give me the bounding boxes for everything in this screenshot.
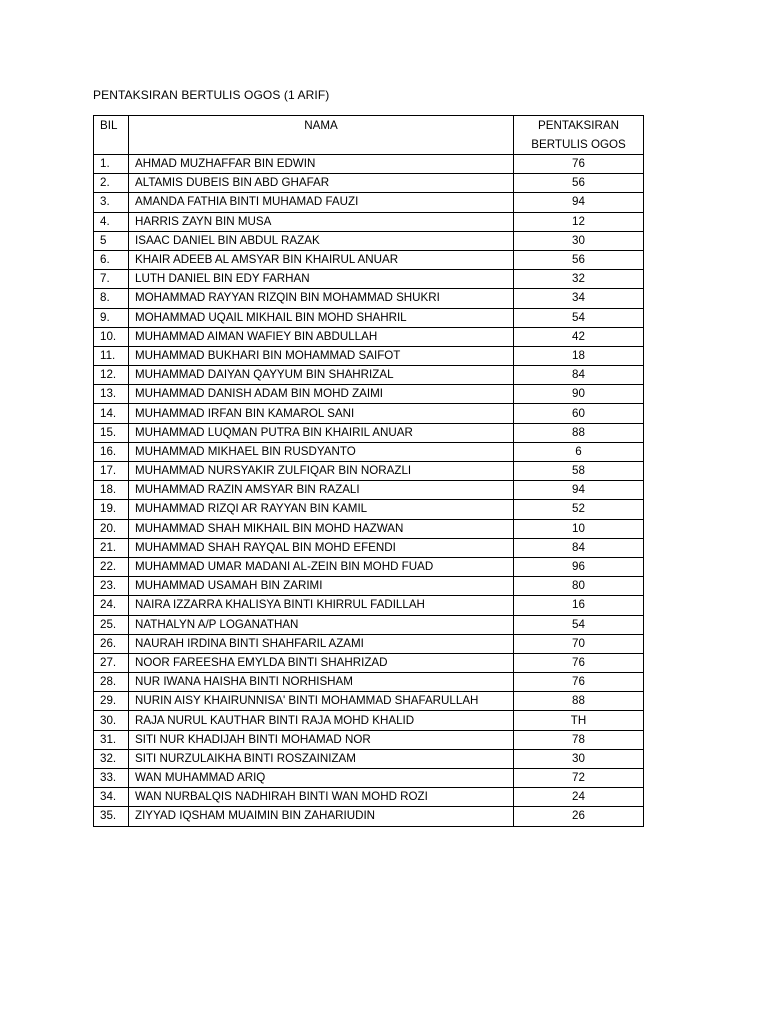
row-score: 88 (514, 423, 644, 442)
row-nama: MUHAMMAD SHAH RAYQAL BIN MOHD EFENDI (129, 538, 514, 557)
table-row (94, 807, 644, 826)
table-body (94, 155, 644, 827)
table-row (94, 538, 644, 557)
row-score: 54 (514, 308, 644, 327)
row-bil: 18. (94, 481, 129, 500)
row-bil: 8. (94, 289, 129, 308)
row-score: 52 (514, 500, 644, 519)
row-nama: MUHAMMAD IRFAN BIN KAMAROL SANI (129, 404, 514, 423)
row-bil: 2. (94, 174, 129, 193)
row-nama: RAJA NURUL KAUTHAR BINTI RAJA MOHD KHALID (129, 711, 514, 730)
row-bil: 21. (94, 538, 129, 557)
header-bil: BIL (94, 116, 129, 155)
row-nama: MUHAMMAD MIKHAEL BIN RUSDYANTO (129, 442, 514, 461)
header-score-line1: PENTAKSIRAN (538, 119, 619, 132)
table-row (94, 557, 644, 576)
row-score: 18 (514, 346, 644, 365)
row-score: 94 (514, 193, 644, 212)
row-nama: NAIRA IZZARRA KHALISYA BINTI KHIRRUL FADILLAH (129, 596, 514, 615)
row-score: TH (514, 711, 644, 730)
row-bil: 14. (94, 404, 129, 423)
row-score: 24 (514, 788, 644, 807)
row-score: 84 (514, 366, 644, 385)
row-score: 32 (514, 270, 644, 289)
row-bil: 16. (94, 442, 129, 461)
row-score: 56 (514, 250, 644, 269)
table-row (94, 289, 644, 308)
row-score: 60 (514, 404, 644, 423)
row-bil: 23. (94, 577, 129, 596)
table-row (94, 692, 644, 711)
row-nama: NURIN AISY KHAIRUNNISA' BINTI MOHAMMAD SHAFARULLAH (129, 692, 514, 711)
table-row (94, 653, 644, 672)
table-row (94, 231, 644, 250)
table-row (94, 366, 644, 385)
table-row (94, 462, 644, 481)
row-bil: 15. (94, 423, 129, 442)
row-nama: ZIYYAD IQSHAM MUAIMIN BIN ZAHARIUDIN (129, 807, 514, 826)
row-bil: 30. (94, 711, 129, 730)
row-score: 56 (514, 174, 644, 193)
row-score: 80 (514, 577, 644, 596)
row-nama: NATHALYN A/P LOGANATHAN (129, 615, 514, 634)
table-row (94, 174, 644, 193)
row-bil: 13. (94, 385, 129, 404)
table-row (94, 634, 644, 653)
row-bil: 25. (94, 615, 129, 634)
row-bil: 32. (94, 749, 129, 768)
row-bil: 22. (94, 557, 129, 576)
row-score: 76 (514, 673, 644, 692)
row-bil: 17. (94, 462, 129, 481)
table-row (94, 481, 644, 500)
row-nama: MUHAMMAD UMAR MADANI AL-ZEIN BIN MOHD FUAD (129, 557, 514, 576)
row-score: 72 (514, 769, 644, 788)
row-score: 78 (514, 730, 644, 749)
row-nama: MUHAMMAD RAZIN AMSYAR BIN RAZALI (129, 481, 514, 500)
table-row (94, 212, 644, 231)
row-score: 88 (514, 692, 644, 711)
row-nama: MOHAMMAD RAYYAN RIZQIN BIN MOHAMMAD SHUKRI (129, 289, 514, 308)
row-score: 76 (514, 155, 644, 174)
row-bil: 4. (94, 212, 129, 231)
row-nama: WAN NURBALQIS NADHIRAH BINTI WAN MOHD ROZI (129, 788, 514, 807)
row-nama: AHMAD MUZHAFFAR BIN EDWIN (129, 155, 514, 174)
table-row (94, 327, 644, 346)
row-bil: 31. (94, 730, 129, 749)
row-score: 34 (514, 289, 644, 308)
table-row (94, 423, 644, 442)
row-bil: 20. (94, 519, 129, 538)
row-nama: MUHAMMAD AIMAN WAFIEY BIN ABDULLAH (129, 327, 514, 346)
table-row (94, 788, 644, 807)
score-table (93, 115, 644, 827)
row-nama: HARRIS ZAYN BIN MUSA (129, 212, 514, 231)
row-bil: 12. (94, 366, 129, 385)
row-score: 30 (514, 749, 644, 768)
row-score: 16 (514, 596, 644, 615)
row-score: 12 (514, 212, 644, 231)
document-title: PENTAKSIRAN BERTULIS OGOS (1 ARIF) (93, 88, 330, 102)
row-bil: 10. (94, 327, 129, 346)
table-row (94, 385, 644, 404)
row-nama: ISAAC DANIEL BIN ABDUL RAZAK (129, 231, 514, 250)
table-row (94, 673, 644, 692)
row-nama: MOHAMMAD UQAIL MIKHAIL BIN MOHD SHAHRIL (129, 308, 514, 327)
row-bil: 33. (94, 769, 129, 788)
table-row (94, 308, 644, 327)
table-row (94, 155, 644, 174)
row-score: 54 (514, 615, 644, 634)
row-score: 90 (514, 385, 644, 404)
header-score-line2: BERTULIS OGOS (531, 138, 626, 151)
row-score: 42 (514, 327, 644, 346)
row-nama: SITI NUR KHADIJAH BINTI MOHAMAD NOR (129, 730, 514, 749)
row-score: 76 (514, 653, 644, 672)
row-nama: SITI NURZULAIKHA BINTI ROSZAINIZAM (129, 749, 514, 768)
row-nama: MUHAMMAD SHAH MIKHAIL BIN MOHD HAZWAN (129, 519, 514, 538)
table-row (94, 346, 644, 365)
table-row (94, 749, 644, 768)
row-nama: ALTAMIS DUBEIS BIN ABD GHAFAR (129, 174, 514, 193)
row-score: 96 (514, 557, 644, 576)
row-bil: 11. (94, 346, 129, 365)
row-bil: 34. (94, 788, 129, 807)
row-bil: 29. (94, 692, 129, 711)
row-nama: WAN MUHAMMAD ARIQ (129, 769, 514, 788)
row-score: 30 (514, 231, 644, 250)
row-nama: MUHAMMAD LUQMAN PUTRA BIN KHAIRIL ANUAR (129, 423, 514, 442)
header-score (514, 116, 644, 155)
row-bil: 9. (94, 308, 129, 327)
table-row (94, 519, 644, 538)
row-score: 26 (514, 807, 644, 826)
table-row (94, 442, 644, 461)
table-row (94, 711, 644, 730)
row-nama: MUHAMMAD DANISH ADAM BIN MOHD ZAIMI (129, 385, 514, 404)
table-row (94, 404, 644, 423)
row-score: 84 (514, 538, 644, 557)
table-row (94, 500, 644, 519)
row-bil: 24. (94, 596, 129, 615)
row-nama: NUR IWANA HAISHA BINTI NORHISHAM (129, 673, 514, 692)
row-bil: 3. (94, 193, 129, 212)
header-nama: NAMA (129, 116, 514, 155)
table-header-row (94, 116, 644, 155)
row-bil: 26. (94, 634, 129, 653)
row-nama: KHAIR ADEEB AL AMSYAR BIN KHAIRUL ANUAR (129, 250, 514, 269)
table-row (94, 193, 644, 212)
row-bil: 1. (94, 155, 129, 174)
row-nama: NOOR FAREESHA EMYLDA BINTI SHAHRIZAD (129, 653, 514, 672)
row-bil: 5 (94, 231, 129, 250)
row-nama: MUHAMMAD DAIYAN QAYYUM BIN SHAHRIZAL (129, 366, 514, 385)
row-nama: MUHAMMAD RIZQI AR RAYYAN BIN KAMIL (129, 500, 514, 519)
row-score: 6 (514, 442, 644, 461)
row-nama: MUHAMMAD NURSYAKIR ZULFIQAR BIN NORAZLI (129, 462, 514, 481)
table-row (94, 615, 644, 634)
table-row (94, 270, 644, 289)
row-score: 70 (514, 634, 644, 653)
row-nama: MUHAMMAD BUKHARI BIN MOHAMMAD SAIFOT (129, 346, 514, 365)
table-row (94, 577, 644, 596)
table-row (94, 730, 644, 749)
row-bil: 19. (94, 500, 129, 519)
table-row (94, 596, 644, 615)
row-bil: 35. (94, 807, 129, 826)
row-bil: 6. (94, 250, 129, 269)
table-row (94, 250, 644, 269)
row-bil: 28. (94, 673, 129, 692)
row-nama: NAURAH IRDINA BINTI SHAHFARIL AZAMI (129, 634, 514, 653)
row-nama: MUHAMMAD USAMAH BIN ZARIMI (129, 577, 514, 596)
row-score: 10 (514, 519, 644, 538)
row-nama: AMANDA FATHIA BINTI MUHAMAD FAUZI (129, 193, 514, 212)
table-row (94, 769, 644, 788)
row-bil: 27. (94, 653, 129, 672)
row-score: 58 (514, 462, 644, 481)
row-bil: 7. (94, 270, 129, 289)
row-nama: LUTH DANIEL BIN EDY FARHAN (129, 270, 514, 289)
row-score: 94 (514, 481, 644, 500)
